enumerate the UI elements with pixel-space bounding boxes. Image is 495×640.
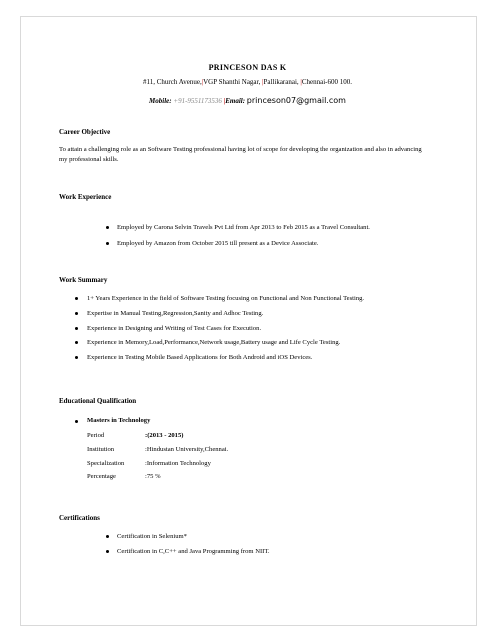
- bullet-icon: [106, 242, 109, 245]
- separator-mark: |: [223, 97, 226, 105]
- candidate-name: PRINCESON DAS K: [208, 63, 287, 72]
- certification-item: Certification in C,C++ and Java Programming from NIIT.: [117, 548, 270, 555]
- bullet-icon: [106, 535, 109, 538]
- education-value: :75 %: [145, 473, 161, 480]
- email-label: Email:: [225, 97, 247, 105]
- education-label: Percentage: [87, 473, 116, 480]
- work-summary-heading: Work Summary: [59, 276, 108, 284]
- education-value: :Information Technology: [145, 460, 211, 467]
- address-part-2: VGP Shanthi Nagar,: [203, 78, 263, 86]
- education-label: Period: [87, 432, 105, 439]
- bullet-icon: [75, 327, 78, 330]
- education-label: Specialization: [87, 460, 125, 467]
- certification-item: Certification in Selenium*: [117, 533, 187, 540]
- address-part-1: #11, Church Avenue,: [143, 78, 202, 86]
- bullet-icon: [75, 356, 78, 359]
- bullet-icon: [106, 550, 109, 553]
- education-label: Institution: [87, 446, 115, 453]
- degree-title: Masters in Technology: [87, 417, 151, 424]
- address-part-3: Pallikaranai,: [263, 78, 301, 86]
- work-experience-heading: Work Experience: [59, 193, 112, 201]
- mobile-label: Mobile:: [149, 97, 174, 105]
- address-line: [0, 78, 495, 86]
- career-objective-text: To attain a challenging role as an Software Testing professional having lot of scope for developing the organization and also in advancing my professional skills.: [59, 146, 422, 163]
- summary-item: Experience in Testing Mobile Based Applications for Both Android and iOS Devices.: [87, 354, 313, 361]
- summary-item: Experience in Designing and Writing of Test Cases for Execution.: [87, 325, 262, 332]
- education-value: :(2013 - 2015): [145, 432, 184, 439]
- address-part-4: Chennai-600 100.: [301, 78, 352, 86]
- experience-item: Employed by Carona Selvin Travels Pvt Ltd from Apr 2013 to Feb 2015 as a Travel Consultant.: [117, 224, 370, 231]
- summary-item: Experience in Memory,Load,Performance,Network usage,Battery usage and Life Cycle Testing.: [87, 339, 341, 346]
- separator-mark: |: [262, 78, 264, 86]
- summary-item: Expertise in Manual Testing,Regression,Sanity and Adhoc Testing.: [87, 310, 264, 317]
- education-heading: Educational Qualification: [59, 397, 137, 405]
- bullet-icon: [75, 420, 78, 423]
- bullet-icon: [75, 312, 78, 315]
- bullet-icon: [106, 226, 109, 229]
- email-value[interactable]: princeson07@gmail.com: [246, 96, 346, 105]
- mobile-value: +91-9551173536: [173, 97, 222, 105]
- experience-item: Employed by Amazon from October 2015 till present as a Device Associate.: [117, 240, 319, 247]
- career-objective-heading: Career Objective: [59, 128, 111, 136]
- contact-line: [0, 96, 495, 105]
- separator-mark: |: [300, 78, 302, 86]
- education-value: :Hindustan University,Chennai.: [145, 446, 229, 453]
- summary-item: 1+ Years Experience in the field of Software Testing focusing on Functional and Non Functional Testing.: [87, 295, 365, 302]
- bullet-icon: [75, 297, 78, 300]
- bullet-icon: [75, 341, 78, 344]
- separator-mark: |: [201, 78, 204, 86]
- certifications-heading: Certifications: [59, 514, 100, 522]
- page-border: [20, 16, 477, 626]
